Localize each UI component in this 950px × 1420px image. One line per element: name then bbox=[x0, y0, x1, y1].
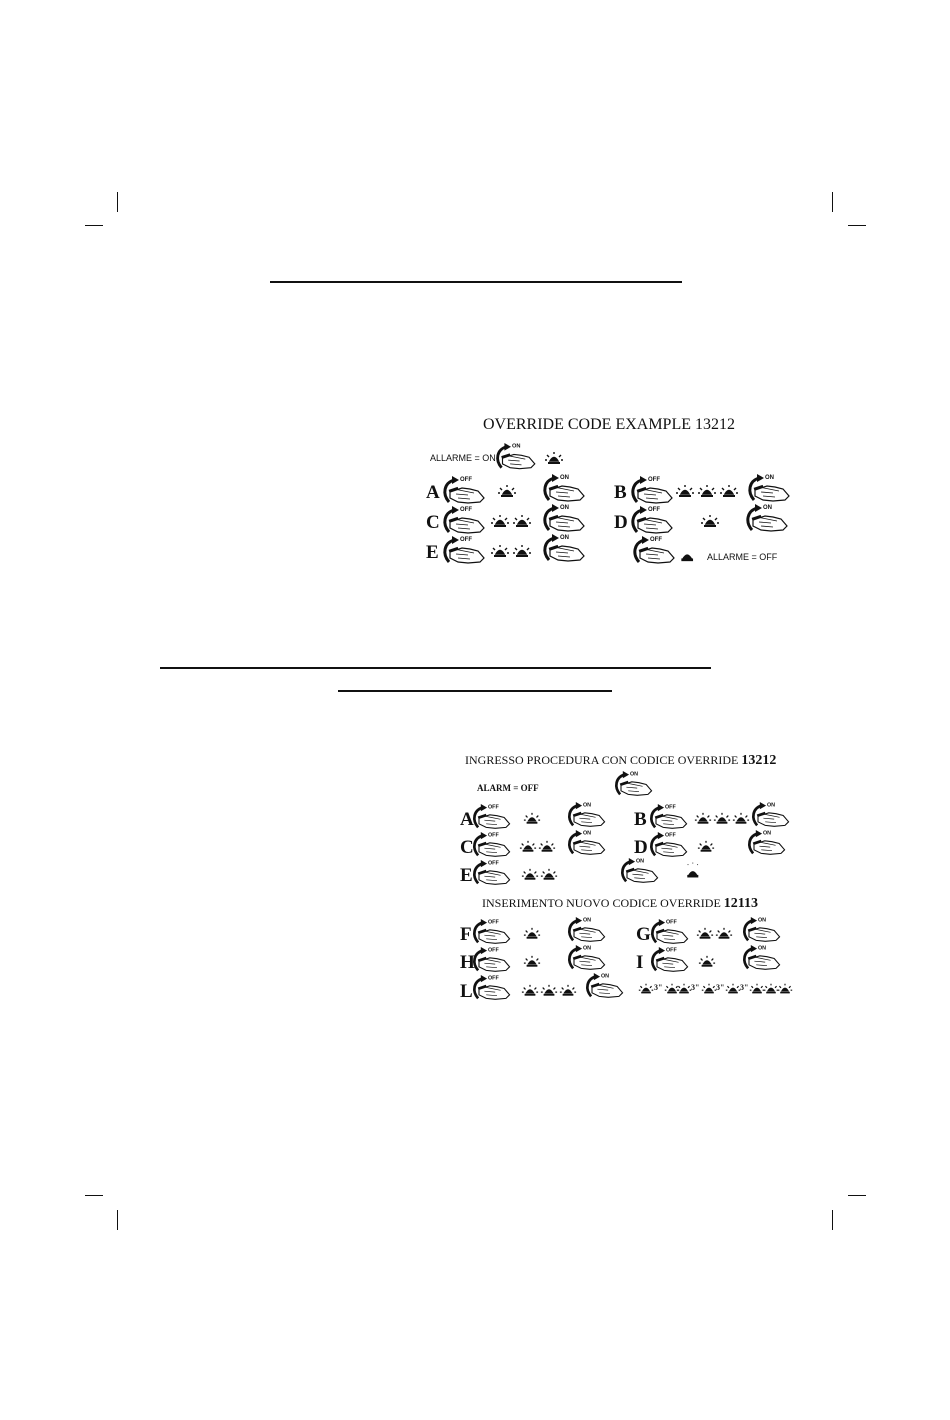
figure2-row-i-lamp-icon bbox=[698, 955, 716, 968]
figure2-alarm-label: ALARM = OFF bbox=[477, 783, 539, 793]
figure2-row-f-lamp-icon bbox=[523, 927, 541, 940]
switch-on-label: ON bbox=[766, 802, 776, 809]
switch-on-label: ON bbox=[757, 945, 767, 952]
switch-on-label: ON bbox=[511, 443, 521, 450]
figure1-row-b-lamp-icon-3 bbox=[719, 484, 739, 498]
figure2-row-i-hand-off-icon bbox=[648, 947, 689, 974]
switch-on-label: ON bbox=[582, 945, 592, 952]
figure2-row-f-hand-off-icon bbox=[470, 919, 511, 946]
switch-off-label: OFF bbox=[664, 832, 676, 839]
figure2-row-e-lamp-icon-2 bbox=[540, 868, 558, 881]
figure1-row-e-lamp-icon-2 bbox=[512, 544, 532, 558]
figure2-title-code: 13212 bbox=[741, 753, 777, 768]
figure2-row-a-hand-off-icon bbox=[470, 804, 511, 831]
crop-mark-bottom-right-v bbox=[832, 1210, 833, 1230]
heading-rule-1 bbox=[270, 281, 682, 283]
figure1-alarm-on-label: ALLARME = ON bbox=[430, 453, 496, 463]
figure1-row-e-hand-on-icon bbox=[540, 534, 586, 564]
figure2-row-b-label: B bbox=[634, 809, 647, 830]
heading-rule-2 bbox=[160, 667, 711, 669]
figure1-siren-off-icon bbox=[680, 549, 694, 562]
switch-off-label: OFF bbox=[665, 919, 677, 926]
figure2-row-l-hand-on-icon bbox=[583, 973, 624, 1000]
figure2-row-l-lamp-icon-3 bbox=[559, 984, 577, 997]
figure2-row-h-hand-off-icon bbox=[470, 947, 511, 974]
figure1-row-c-hand-off-icon bbox=[440, 506, 486, 536]
pause-label-1: 3" bbox=[654, 983, 663, 992]
figure2-row-l-label: L bbox=[460, 981, 473, 1002]
figure2-hand-on-icon bbox=[612, 771, 653, 798]
figure2-row-a-label: A bbox=[460, 809, 474, 830]
figure2-confirm-lamp-icon-1 bbox=[638, 983, 654, 994]
figure1-row-a-hand-off-icon bbox=[440, 476, 486, 506]
figure2-row-e-lamp-icon-1 bbox=[521, 868, 539, 881]
pause-label-2: 3" bbox=[691, 983, 700, 992]
figure2-row-e-hand-off-icon bbox=[470, 860, 511, 887]
figure1-row-d-label: D bbox=[614, 512, 628, 533]
figure1-alarm-off-label: ALLARME = OFF bbox=[707, 552, 778, 562]
figure1-row-a-lamp-icon bbox=[497, 484, 517, 498]
crop-mark-bottom-right-h bbox=[848, 1195, 866, 1196]
figure1-row-e-hand-off-icon-2 bbox=[630, 536, 676, 566]
figure2-row-c-lamp-icon-1 bbox=[519, 840, 537, 853]
figure1-row-b-lamp-icon-2 bbox=[697, 484, 717, 498]
figure2-title bbox=[465, 753, 776, 769]
crop-mark-top-right-h bbox=[848, 225, 866, 226]
switch-on-label: ON bbox=[560, 475, 569, 481]
switch-on-label: ON bbox=[582, 802, 592, 809]
switch-off-label: OFF bbox=[460, 507, 472, 513]
switch-off-label: OFF bbox=[650, 537, 662, 543]
figure2-row-b-lamp-icon-3 bbox=[732, 812, 750, 825]
figure1-row-d-lamp-icon bbox=[700, 514, 720, 528]
figure2-row-c-label: C bbox=[460, 837, 474, 858]
figure2-row-c-hand-off-icon bbox=[470, 832, 511, 859]
figure1-row-c-hand-on-icon bbox=[540, 504, 586, 534]
switch-off-label: OFF bbox=[487, 832, 499, 839]
figure1-lamp-icon bbox=[544, 451, 564, 465]
figure2-subtitle bbox=[482, 896, 758, 912]
figure2-row-l-hand-off-icon bbox=[470, 975, 511, 1002]
figure1-row-c-lamp-icon-1 bbox=[490, 514, 510, 528]
switch-off-label: OFF bbox=[648, 507, 660, 513]
figure2-row-a-hand-on-icon bbox=[565, 802, 606, 829]
switch-on-label: ON bbox=[765, 475, 774, 481]
switch-on-label: ON bbox=[757, 917, 767, 924]
figure2-row-l-lamp-icon-1 bbox=[521, 984, 539, 997]
figure2-row-i-hand-on-icon bbox=[740, 945, 781, 972]
figure2-confirm-lamp-icon-8 bbox=[777, 983, 793, 994]
switch-on-label: ON bbox=[560, 535, 569, 541]
figure2-row-h-lamp-icon bbox=[523, 955, 541, 968]
switch-on-label: ON bbox=[600, 973, 610, 980]
figure1-row-b-hand-on-icon bbox=[745, 474, 791, 504]
figure2-row-d-hand-on-icon bbox=[745, 830, 786, 857]
switch-on-label: ON bbox=[635, 858, 645, 865]
figure2-row-f-hand-on-icon bbox=[565, 917, 606, 944]
figure1-row-c-lamp-icon-2 bbox=[512, 514, 532, 528]
figure1-row-c-label: C bbox=[426, 512, 440, 533]
crop-mark-top-left-v bbox=[117, 192, 118, 212]
switch-on-label: ON bbox=[560, 505, 569, 511]
switch-off-label: OFF bbox=[665, 947, 677, 954]
switch-on-label: ON bbox=[582, 917, 592, 924]
switch-on-label: ON bbox=[763, 505, 772, 511]
figure1-hand-on-icon bbox=[493, 443, 537, 472]
figure2-row-d-label: D bbox=[634, 837, 648, 858]
figure2-row-c-lamp-icon-2 bbox=[538, 840, 556, 853]
figure2-row-a-lamp-icon bbox=[523, 812, 541, 825]
figure2-subtitle-code: 12113 bbox=[723, 896, 759, 911]
switch-off-label: OFF bbox=[664, 804, 676, 811]
figure1-row-e-hand-off-icon bbox=[440, 536, 486, 566]
figure2-confirm-lamp-icon-4 bbox=[701, 983, 717, 994]
switch-off-label: OFF bbox=[487, 947, 499, 954]
figure2-row-i-label: I bbox=[636, 952, 644, 973]
switch-off-label: OFF bbox=[460, 537, 472, 543]
figure2-row-l-lamp-icon-2 bbox=[540, 984, 558, 997]
heading-rule-3 bbox=[338, 690, 612, 692]
switch-off-label: OFF bbox=[460, 477, 472, 483]
figure2-row-g-hand-off-icon bbox=[648, 919, 689, 946]
figure2-title-text: INGRESSO PROCEDURA CON CODICE OVERRIDE bbox=[465, 753, 742, 767]
figure2-row-d-lamp-icon bbox=[697, 840, 715, 853]
crop-mark-top-right-v bbox=[832, 192, 833, 212]
figure2-row-h-label: H bbox=[460, 952, 475, 973]
figure2-row-b-lamp-icon-2 bbox=[713, 812, 731, 825]
crop-mark-top-left-h bbox=[85, 225, 103, 226]
switch-on-label: ON bbox=[629, 771, 639, 778]
figure1-row-b-lamp-icon-1 bbox=[675, 484, 695, 498]
figure1-row-d-hand-off-icon bbox=[628, 506, 674, 536]
figure2-row-g-label: G bbox=[636, 924, 651, 945]
figure1-row-d-hand-on-icon bbox=[743, 504, 789, 534]
switch-off-label: OFF bbox=[487, 919, 499, 926]
pause-label-3: 3" bbox=[716, 983, 725, 992]
figure2-row-h-hand-on-icon bbox=[565, 945, 606, 972]
figure2-row-g-lamp-icon-2 bbox=[715, 927, 733, 940]
figure1-row-a-label: A bbox=[426, 482, 440, 503]
figure2-row-g-lamp-icon-1 bbox=[696, 927, 714, 940]
pause-label-4: 3" bbox=[740, 983, 749, 992]
crop-mark-bottom-left-h bbox=[85, 1195, 103, 1196]
figure2-confirm-lamp-icon-5 bbox=[725, 983, 741, 994]
figure2-confirm-lamp-icon-3 bbox=[676, 983, 692, 994]
switch-on-label: ON bbox=[582, 830, 592, 837]
crop-mark-bottom-left-v bbox=[117, 1210, 118, 1230]
figure2-row-b-lamp-icon-1 bbox=[694, 812, 712, 825]
switch-off-label: OFF bbox=[487, 860, 499, 867]
figure2-row-b-hand-on-icon bbox=[749, 802, 790, 829]
figure1-row-b-hand-off-icon bbox=[628, 476, 674, 506]
switch-off-label: OFF bbox=[487, 975, 499, 982]
switch-on-label: ON bbox=[762, 830, 772, 837]
figure2-siren-flash-icon bbox=[686, 866, 700, 878]
figure1-title: OVERRIDE CODE EXAMPLE 13212 bbox=[483, 416, 735, 433]
figure2-row-e-label: E bbox=[460, 865, 473, 886]
figure2-subtitle-text: INSERIMENTO NUOVO CODICE OVERRIDE bbox=[482, 896, 724, 910]
figure2-row-f-label: F bbox=[460, 924, 472, 945]
figure2-row-c-hand-on-icon bbox=[565, 830, 606, 857]
switch-off-label: OFF bbox=[648, 477, 660, 483]
figure1-row-e-lamp-icon-1 bbox=[490, 544, 510, 558]
figure2-row-g-hand-on-icon bbox=[740, 917, 781, 944]
figure1-row-e-label: E bbox=[426, 542, 439, 563]
switch-off-label: OFF bbox=[487, 804, 499, 811]
figure2-row-d-hand-off-icon bbox=[647, 832, 688, 859]
figure1-row-a-hand-on-icon bbox=[540, 474, 586, 504]
figure1-row-b-label: B bbox=[614, 482, 627, 503]
figure2-row-b-hand-off-icon bbox=[647, 804, 688, 831]
figure2-row-e-hand-on-icon bbox=[618, 858, 659, 885]
